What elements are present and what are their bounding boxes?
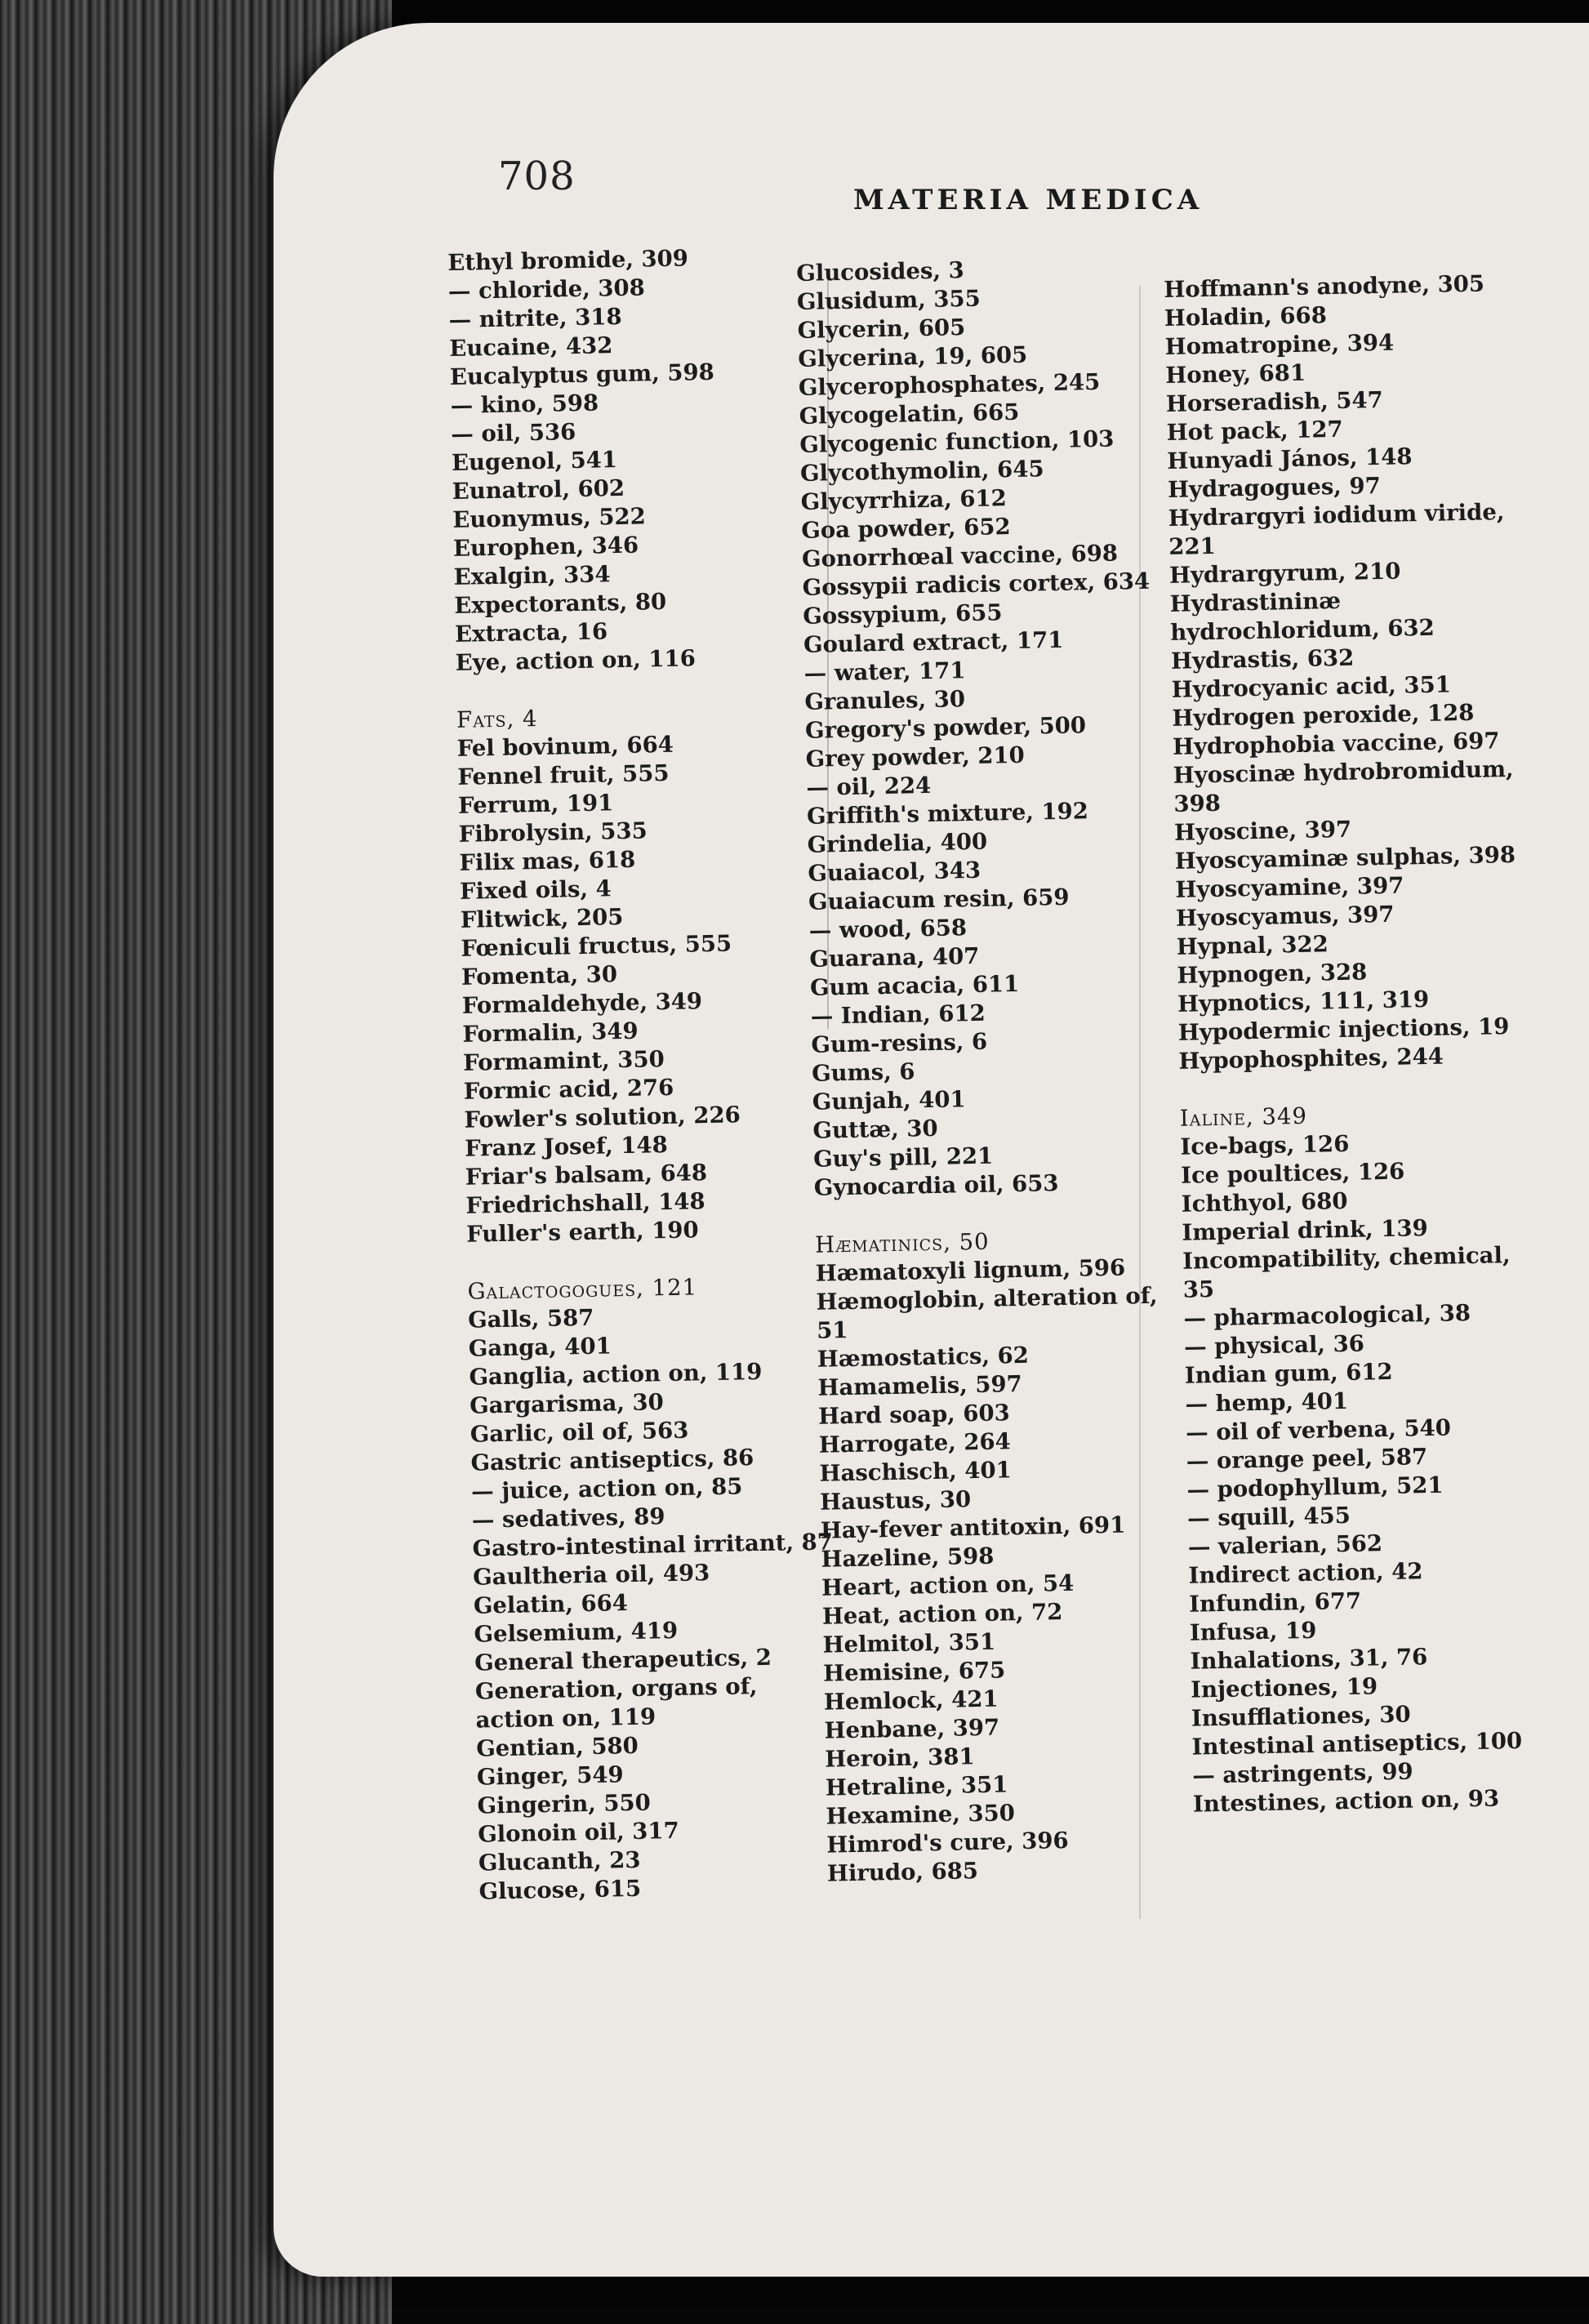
index-entry: Ialine, 349 (1179, 1102, 1308, 1132)
index-entry: Glucosides, 3 (796, 257, 965, 287)
index-entry: Ichthyol, 680 (1181, 1187, 1348, 1218)
index-entry: Fomenta, 30 (461, 961, 618, 991)
index-entry: Hyoscyamus, 397 (1175, 901, 1395, 932)
index-entry: Hydrogen peroxide, 128 (1172, 699, 1475, 732)
index-entry: Extracta, 16 (454, 618, 608, 648)
index-entry: Guttæ, 30 (812, 1115, 938, 1144)
index-entry: Heat, action on, 72 (821, 1599, 1063, 1630)
index-entry: Imperial drink, 139 (1182, 1215, 1428, 1246)
index-entry: Hetraline, 351 (825, 1771, 1008, 1801)
index-entry: Himrod's cure, 396 (826, 1827, 1069, 1859)
index-entry: Gastro-intestinal irritant, 87 (472, 1529, 834, 1562)
index-entry: Gelsemium, 419 (474, 1617, 679, 1648)
index-entry: Ferrum, 191 (457, 790, 614, 819)
index-entry: Hydrastis, 632 (1170, 644, 1355, 674)
index-entry: Injectiones, 19 (1190, 1673, 1378, 1703)
index-entry: Hypnotics, 111, 319 (1177, 986, 1430, 1017)
index-entry: Granules, 30 (804, 686, 966, 715)
index-entry: Gastric antiseptics, 86 (470, 1445, 754, 1476)
index-entry: Honey, 681 (1165, 359, 1306, 389)
index-entry: Haustus, 30 (819, 1486, 972, 1516)
index-entry: Haschisch, 401 (819, 1457, 1013, 1487)
index-entry: — oil, 224 (806, 772, 932, 801)
index-entry: Fennel fruit, 555 (457, 759, 670, 790)
index-entry: Goa powder, 652 (801, 514, 1011, 544)
index-entry: Hemisine, 675 (822, 1657, 1006, 1687)
index-entry: Harrogate, 264 (818, 1428, 1012, 1458)
index-entry: Gargarisma, 30 (469, 1389, 665, 1419)
index-entry: Garlic, oil of, 563 (470, 1417, 689, 1448)
index-entry: Insufflationes, 30 (1191, 1701, 1411, 1732)
index-entry: Hoffmann's anodyne, 305 (1164, 270, 1485, 303)
index-entry: Hæmoglobin, alteration of, 51 (816, 1282, 1158, 1344)
index-entry: Hard soap, 603 (817, 1400, 1010, 1430)
index-entry: — orange peel, 587 (1186, 1444, 1428, 1475)
index-entry: Intestinal antiseptics, 100 (1191, 1727, 1523, 1761)
index-entry: — wood, 658 (808, 915, 968, 944)
index-entry: Gum acacia, 611 (809, 970, 1020, 1001)
index-entry: Glycogenic function, 103 (799, 425, 1115, 458)
index-entry: Glycerina, 19, 605 (798, 341, 1028, 372)
index-entry: Helmitol, 351 (822, 1628, 996, 1658)
index-entry: Hydrargyrum, 210 (1168, 558, 1401, 589)
index-entry: Ganglia, action on, 119 (469, 1358, 763, 1391)
index-entry: Glycyrrhiza, 612 (800, 485, 1008, 515)
index-entry: — kino, 598 (450, 390, 599, 419)
index-entry: Grey powder, 210 (805, 741, 1026, 772)
index-entry: Indian gum, 612 (1184, 1358, 1393, 1389)
index-entry: Indirect action, 42 (1188, 1558, 1423, 1589)
index-entry: Eugenol, 541 (451, 447, 618, 476)
index-entry: Gossypium, 655 (803, 599, 1003, 630)
index-entry: Expectorants, 80 (454, 588, 667, 619)
index-entry: Exalgin, 334 (453, 561, 611, 590)
page-number: 708 (498, 154, 576, 199)
index-entry: Formic acid, 276 (463, 1074, 674, 1105)
index-entry: Hamamelis, 597 (817, 1370, 1023, 1401)
index-entry: Homatropine, 394 (1164, 329, 1395, 360)
index-entry: — hemp, 401 (1185, 1387, 1349, 1418)
index-entry: Galls, 587 (467, 1304, 594, 1333)
index-entry: Eunatrol, 602 (452, 474, 625, 505)
index-entry: Ganga, 401 (468, 1333, 612, 1362)
index-entry: Gentian, 580 (475, 1732, 639, 1762)
index-entry: Filix mas, 618 (459, 846, 636, 876)
index-entry: — juice, action on, 85 (470, 1473, 743, 1505)
index-entry: Gregory's powder, 500 (804, 712, 1087, 744)
index-entry: Gums, 6 (811, 1058, 915, 1087)
index-entry: Euonymus, 522 (452, 503, 647, 533)
index-entry: — pharmacological, 38 (1183, 1300, 1471, 1332)
index-entry: Hyoscine, 397 (1173, 816, 1352, 846)
index-entry: Gunjah, 401 (812, 1086, 966, 1115)
index-entry: Guaiacol, 343 (808, 857, 981, 887)
index-entry: — nitrite, 318 (448, 303, 622, 333)
index-entry: Glusidum, 355 (796, 285, 981, 315)
index-entry: Fuller's earth, 190 (465, 1217, 699, 1248)
index-entry: Gossypii radicis cortex, 634 (802, 568, 1151, 601)
index-entry: Eucaine, 432 (449, 332, 613, 362)
index-entry: Hyoscinæ hydrobromidum, 398 (1173, 755, 1514, 817)
index-entry: Glucanth, 23 (478, 1846, 641, 1877)
index-entry: — chloride, 308 (447, 274, 646, 305)
index-entry: Infusa, 19 (1189, 1617, 1317, 1646)
index-entry: Fixed oils, 4 (459, 875, 612, 905)
index-entry: Fowler's solution, 226 (464, 1102, 741, 1133)
index-entry: Fœniculi fructus, 555 (461, 930, 732, 962)
index-entry: — valerian, 562 (1187, 1530, 1383, 1560)
index-entry: Heart, action on, 54 (821, 1569, 1075, 1601)
index-entry: — squill, 455 (1186, 1502, 1351, 1532)
index-entry: Hemlock, 421 (823, 1685, 999, 1716)
index-entry: Goulard extract, 171 (803, 626, 1064, 658)
index-entry: Glucose, 615 (478, 1875, 642, 1905)
index-entry: Gingerin, 550 (477, 1789, 652, 1819)
index-entry: Incompatibility, chemical, 35 (1182, 1242, 1511, 1303)
index-entry: Hydrastininæ hydrochloridum, 632 (1169, 587, 1435, 646)
index-entry: Hyoscyaminæ sulphas, 398 (1174, 841, 1516, 875)
index-column-1 (447, 242, 843, 1906)
index-entry: Fel bovinum, 664 (456, 731, 674, 762)
index-entry: Hypnogen, 328 (1177, 959, 1368, 989)
index-entry: Holadin, 668 (1164, 302, 1328, 332)
index-entry: Heroin, 381 (824, 1743, 975, 1773)
index-entry: Henbane, 397 (824, 1714, 1000, 1744)
index-entry: Hunyadi János, 148 (1167, 443, 1413, 474)
index-entry: Glycothymolin, 645 (799, 456, 1044, 487)
index-column-3 (1164, 269, 1556, 1819)
index-entry: — physical, 36 (1183, 1330, 1365, 1360)
index-entry: Hypophosphites, 244 (1178, 1043, 1444, 1075)
index-entry: Ginger, 549 (476, 1761, 624, 1791)
index-entry: Formalin, 349 (462, 1017, 639, 1048)
index-entry: Formamint, 350 (462, 1046, 665, 1076)
index-entry: Glonoin oil, 317 (477, 1817, 679, 1848)
index-entry: Fibrolysin, 535 (458, 817, 648, 848)
index-entry: Gum-resins, 6 (811, 1028, 988, 1058)
index-entry: Infundin, 677 (1188, 1587, 1362, 1618)
index-entry: Gonorrhœal vaccine, 698 (801, 540, 1119, 572)
index-entry: Hexamine, 350 (826, 1800, 1016, 1830)
index-entry: Eucalyptus gum, 598 (449, 358, 715, 390)
index-entry: Fats, 4 (456, 705, 538, 733)
index-entry: Hay-fever antitoxin, 691 (820, 1511, 1126, 1544)
index-entry: — podophyllum, 521 (1186, 1471, 1444, 1503)
index-entry: Hydrophobia vaccine, 697 (1172, 728, 1500, 760)
index-entry: — water, 171 (803, 657, 966, 687)
index-entry: Hæmatoxyli lignum, 596 (815, 1254, 1126, 1287)
index-entry: Hydrargyri iodidum viride, 221 (1168, 499, 1505, 560)
index-entry: Hypodermic injections, 19 (1177, 1013, 1510, 1046)
index-entry: Guaiacum resin, 659 (808, 884, 1070, 915)
index-entry: — oil of verbena, 540 (1185, 1414, 1452, 1446)
index-entry: — sedatives, 89 (471, 1503, 665, 1534)
index-entry: Ice poultices, 126 (1180, 1158, 1405, 1189)
index-column-2 (796, 252, 1191, 1888)
index-entry: Hazeline, 598 (821, 1543, 995, 1573)
index-entry: Intestines, action on, 93 (1192, 1785, 1500, 1818)
index-entry: Formaldehyde, 349 (461, 988, 703, 1019)
index-entry: Gynocardia oil, 653 (813, 1170, 1059, 1201)
running-head: MATERIA MEDICA (853, 184, 1204, 216)
index-entry: Hæmatinics, 50 (814, 1228, 990, 1258)
index-entry: Hot pack, 127 (1166, 416, 1343, 446)
index-entry: Guy's pill, 221 (812, 1142, 994, 1173)
index-entry: Guarana, 407 (809, 942, 980, 973)
index-entry: Glycogelatin, 665 (799, 398, 1020, 430)
index-entry: Hypnal, 322 (1176, 931, 1329, 960)
index-entry: Gelatin, 664 (473, 1590, 629, 1619)
index-entry: Flitwick, 205 (460, 904, 624, 933)
index-entry: Glycerin, 605 (797, 314, 966, 344)
index-entry: Eye, action on, 116 (455, 645, 697, 676)
index-entry: Hyoscyamine, 397 (1175, 872, 1404, 903)
index-entry: Griffith's mixture, 192 (806, 798, 1089, 830)
index-entry: — Indian, 612 (810, 999, 986, 1030)
index-entry: — astringents, 99 (1191, 1758, 1413, 1789)
index-entry: Grindelia, 400 (807, 828, 988, 858)
index-entry: Gaultheria oil, 493 (472, 1560, 710, 1591)
index-entry: Hydragogues, 97 (1167, 472, 1381, 503)
index-entry: Europhen, 346 (452, 532, 639, 562)
index-entry: Hirudo, 685 (826, 1858, 979, 1887)
index-entry: Inhalations, 31, 76 (1190, 1644, 1428, 1675)
index-entry: Ice-bags, 126 (1180, 1130, 1350, 1160)
index-entry: Friar's balsam, 648 (465, 1160, 708, 1191)
index-entry: Ethyl bromide, 309 (447, 245, 689, 276)
index-entry: General therapeutics, 2 (474, 1644, 772, 1676)
index-entry: Horseradish, 547 (1165, 386, 1384, 417)
index-entry: Galactogogues, 121 (467, 1274, 698, 1305)
index-entry: Generation, organs of, action on, 119 (474, 1673, 758, 1734)
index-entry: — oil, 536 (451, 419, 576, 447)
index-entry: Franz Josef, 148 (464, 1132, 669, 1162)
index-entry: Glycerophosphates, 245 (798, 368, 1101, 401)
index-entry: Hæmostatics, 62 (817, 1342, 1030, 1373)
index-entry: Friedrichshall, 148 (465, 1188, 705, 1219)
index-entry: Hydrocyanic acid, 351 (1171, 671, 1452, 703)
